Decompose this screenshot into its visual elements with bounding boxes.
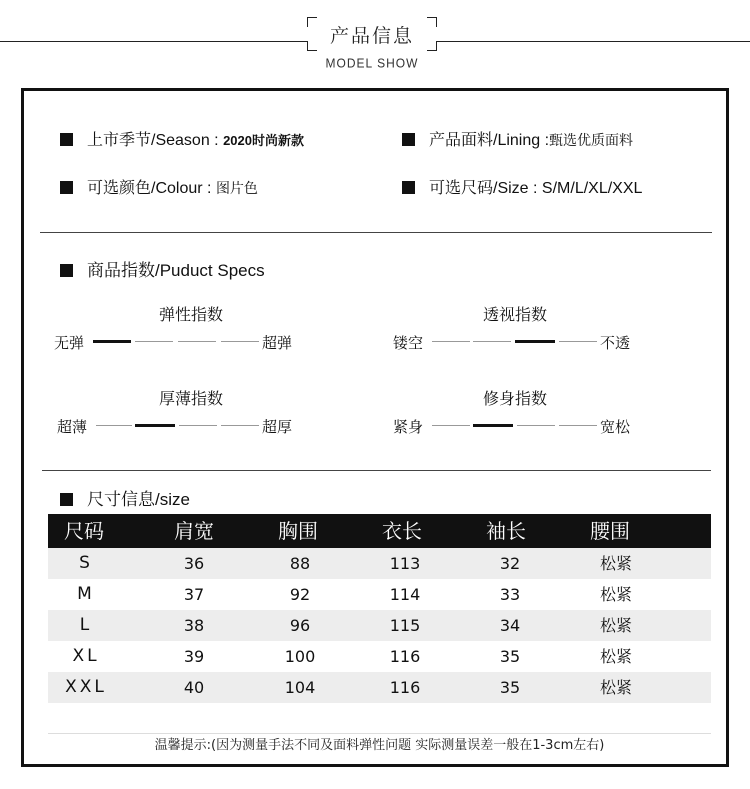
attr-season-label: 上市季节/Season : — [87, 132, 219, 149]
table-row — [48, 672, 711, 703]
col-header-length: 衣长 — [382, 519, 422, 543]
cell-waist: 松紧 — [599, 647, 632, 666]
table-row — [48, 548, 711, 579]
cell-sleeve: 33 — [499, 585, 521, 604]
attr-lining-label: 产品面料/Lining : — [429, 132, 550, 149]
size-title: 尺寸信息/size — [60, 485, 190, 510]
attr-lining-value: 甄选优质面料 — [549, 132, 634, 148]
bullet-square-icon — [60, 181, 73, 194]
divider — [40, 232, 712, 233]
spec-elasticity-left: 无弹 — [54, 334, 85, 352]
cell-length: 114 — [389, 585, 421, 604]
spec-fit-left: 紧身 — [393, 418, 424, 436]
cell-sleeve: 35 — [499, 678, 521, 697]
attr-lining — [402, 127, 633, 150]
cell-waist: 松紧 — [599, 585, 632, 604]
cell-chest: 104 — [284, 678, 316, 697]
spec-elasticity-name: 弹性指数 — [158, 305, 223, 324]
spec-thickness-name: 厚薄指数 — [158, 389, 223, 408]
table-row — [48, 610, 711, 641]
col-header-size: 尺码 — [64, 519, 104, 543]
spec-fit-seg-1 — [432, 425, 470, 426]
page-title: 产品信息 — [329, 25, 414, 47]
spec-transparency-seg-3 — [515, 340, 555, 343]
attr-colour-value: 图片色 — [215, 180, 258, 196]
spec-elasticity-right: 超弹 — [262, 334, 293, 352]
cell-sleeve: 32 — [499, 554, 521, 573]
spec-transparency-right: 不透 — [600, 334, 631, 352]
spec-elasticity-seg-4 — [221, 341, 259, 342]
spec-transparency-seg-2 — [473, 341, 511, 342]
attr-season — [60, 127, 304, 150]
cell-waist: 松紧 — [599, 554, 632, 573]
col-header-sleeve: 袖长 — [486, 519, 526, 543]
bullet-square-icon — [60, 493, 73, 506]
header-title-box — [307, 17, 437, 51]
spec-thickness-seg-3 — [179, 425, 217, 426]
attr-season-value: 2020时尚新款 — [223, 133, 304, 148]
spec-thickness-seg-2 — [135, 424, 175, 427]
spec-elasticity-seg-1 — [93, 340, 131, 343]
attr-size-value: S/M/L/XL/XXL — [541, 180, 643, 197]
cell-size: S — [79, 553, 93, 573]
col-header-chest: 胸围 — [278, 519, 318, 543]
spec-fit-name: 修身指数 — [482, 389, 547, 408]
cell-chest: 88 — [289, 554, 311, 573]
spec-fit-seg-2 — [473, 424, 513, 427]
cell-length: 113 — [389, 554, 421, 573]
cell-size: XL — [72, 646, 100, 666]
table-row — [48, 641, 711, 672]
spec-fit-seg-3 — [517, 425, 555, 426]
col-header-waist: 腰围 — [590, 519, 630, 543]
cell-shoulder: 39 — [183, 647, 205, 666]
spec-elasticity-seg-3 — [178, 341, 216, 342]
cell-waist: 松紧 — [599, 616, 632, 635]
specs-title: 商品指数/Puduct Specs — [60, 256, 265, 281]
cell-size: XXL — [65, 677, 107, 697]
cell-chest: 92 — [289, 585, 311, 604]
cell-size: M — [77, 584, 95, 604]
cell-chest: 96 — [289, 616, 311, 635]
bullet-square-icon — [402, 133, 415, 146]
spec-elasticity-seg-2 — [135, 341, 173, 342]
cell-shoulder: 38 — [183, 616, 205, 635]
measurement-note: 温馨提示:(因为测量手法不同及面料弹性问题 实际测量误差一般在1-3cm左右) — [154, 738, 605, 753]
bullet-square-icon — [60, 264, 73, 277]
header-line-right — [437, 41, 750, 42]
spec-transparency-seg-1 — [432, 341, 470, 342]
cell-waist: 松紧 — [599, 678, 632, 697]
size-table — [48, 514, 711, 703]
spec-thickness-right: 超厚 — [262, 418, 293, 436]
divider — [42, 470, 711, 471]
cell-length: 115 — [389, 616, 421, 635]
bullet-square-icon — [402, 181, 415, 194]
attr-colour-label: 可选颜色/Colour : — [87, 180, 212, 197]
spec-transparency-seg-4 — [559, 341, 597, 342]
cell-length: 116 — [389, 678, 421, 697]
size-table-header — [48, 514, 711, 548]
cell-sleeve: 34 — [499, 616, 521, 635]
bullet-square-icon — [60, 133, 73, 146]
spec-transparency-left: 镂空 — [393, 334, 424, 352]
spec-thickness-left: 超薄 — [57, 418, 88, 436]
cell-chest: 100 — [284, 647, 316, 666]
header-line-left — [0, 41, 307, 42]
spec-fit-right: 宽松 — [600, 418, 631, 436]
spec-transparency-name: 透视指数 — [482, 305, 547, 324]
table-row — [48, 579, 711, 610]
attr-size — [402, 175, 642, 198]
cell-shoulder: 40 — [183, 678, 205, 697]
cell-length: 116 — [389, 647, 421, 666]
cell-size: L — [79, 615, 93, 635]
spec-thickness-seg-1 — [96, 425, 132, 426]
page-subtitle: MODEL SHOW — [325, 55, 419, 71]
cell-shoulder: 36 — [183, 554, 205, 573]
spec-fit-seg-4 — [559, 425, 597, 426]
spec-thickness-seg-4 — [221, 425, 259, 426]
cell-sleeve: 35 — [499, 647, 521, 666]
col-header-shoulder: 肩宽 — [174, 519, 214, 543]
cell-shoulder: 37 — [183, 585, 205, 604]
attr-colour — [60, 175, 258, 198]
attr-size-label: 可选尺码/Size : — [429, 180, 538, 197]
